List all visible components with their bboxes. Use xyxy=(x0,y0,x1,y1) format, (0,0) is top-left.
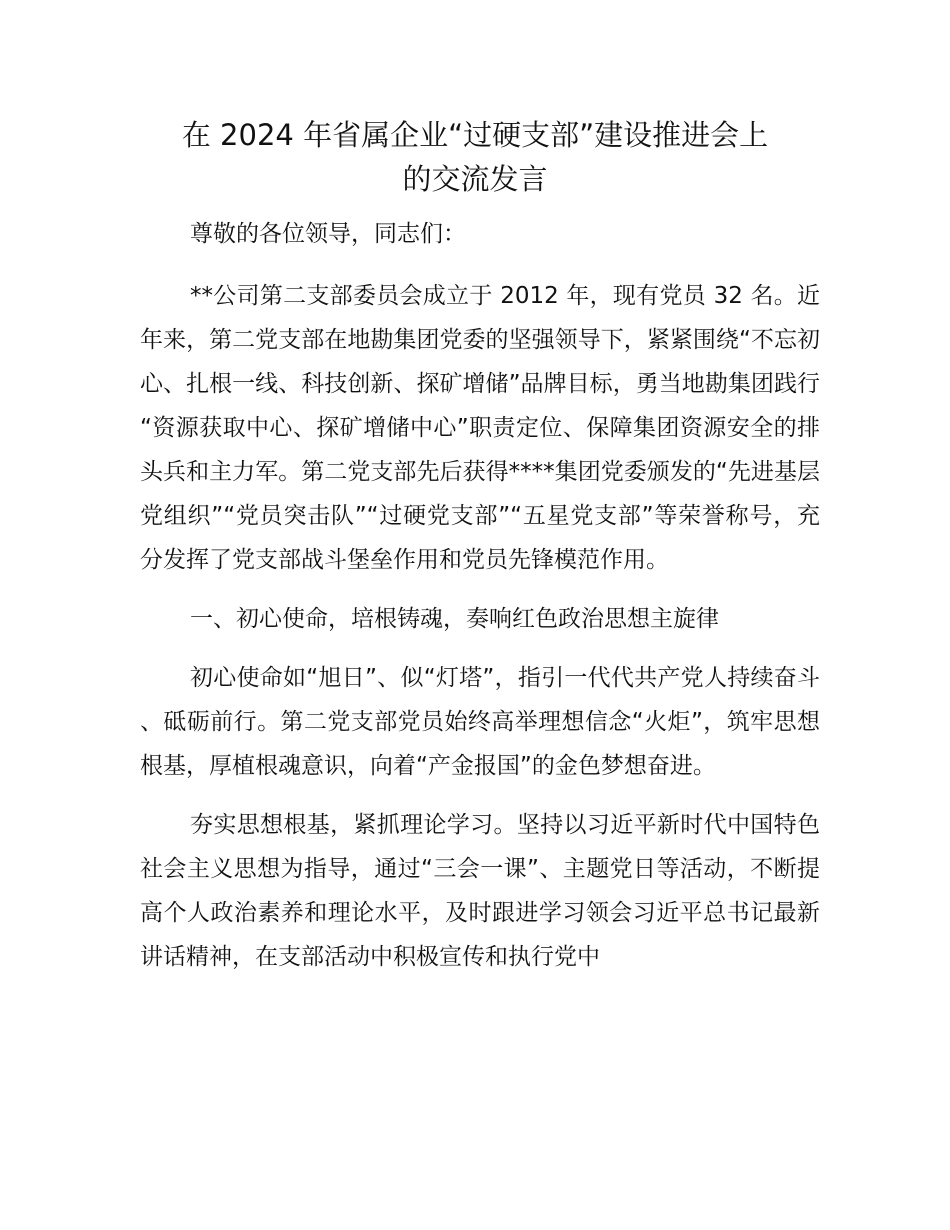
greeting: 尊敬的各位领导，同志们： xyxy=(190,221,466,247)
title-line-1: 在 2024 年省属企业“过硬支部”建设推进会上 xyxy=(181,118,769,152)
paragraph-theory-study: 夯实思想根基，紧抓理论学习。坚持以习近平新时代中国特色社会主义思想为指导，通过“三会一课”、主题党日等活动，不断提高个人政治素养和理论水平，及时跟进学习领会习近平总书记最新讲话精神，在支部活动中积极宣传和执行党中 xyxy=(140,812,820,970)
paragraph-mission: 初心使命如“旭日”、似“灯塔”，指引一代代共产党人持续奋斗、砥砺前行。第二党支部党员始终高举理想信念“火炬”，筑牢思想根基，厚植根魂意识，向着“产金报国”的金色梦想奋进。 xyxy=(140,665,820,779)
document-title xyxy=(120,113,830,201)
document-body xyxy=(140,212,820,994)
paragraph-intro: **公司第二支部委员会成立于 2012 年，现有党员 32 名。近年来，第二党支部在地勘集团党委的坚强领导下，紧紧围绕“不忘初心、扎根一线、科技创新、探矿增储”品牌目标，勇当地勘集团践行“资源获取中心、探矿增储中心”职责定位、保障集团资源安全的排头兵和主力军。第二党支部先后获得****集团党委颁发的“先进基层党组织”“党员突击队”“过硬党支部”“五星党支部”等荣誉称号，充分发挥了党支部战斗堡垒作用和党员先锋模范作用。 xyxy=(140,283,820,573)
title-line-2: 的交流发言 xyxy=(402,162,548,196)
section-heading-1: 一、初心使命，培根铸魂，奏响红色政治思想主旋律 xyxy=(190,606,719,632)
